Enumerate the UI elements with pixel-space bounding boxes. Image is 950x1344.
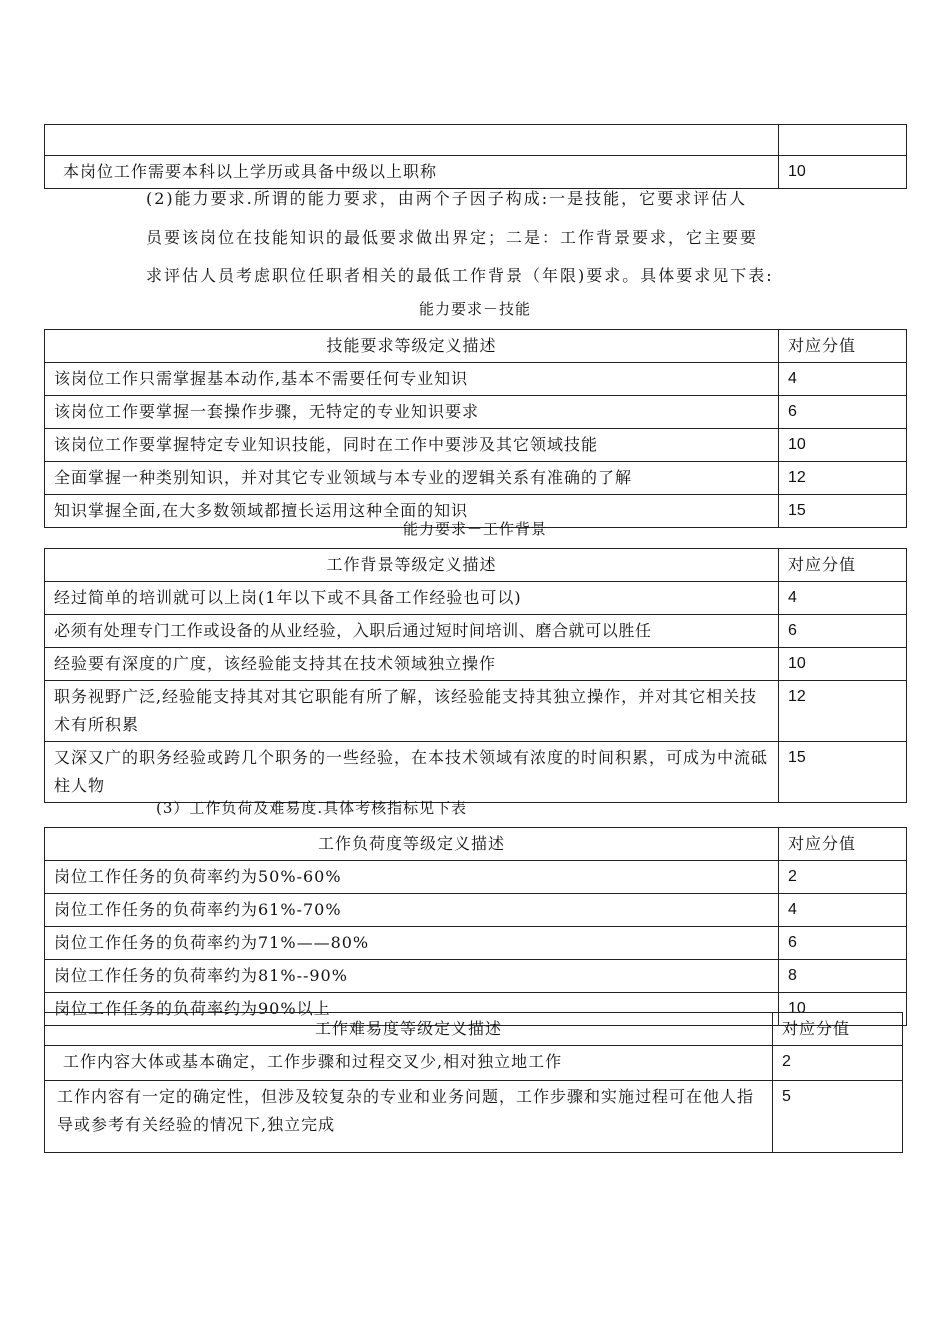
table-cell-desc: 本岗位工作需要本科以上学历或具备中级以上职称 xyxy=(45,156,779,189)
header-desc: 工作负荷度等级定义描述 xyxy=(45,828,779,861)
table-cell-value: 6 xyxy=(779,396,907,429)
table-cell-desc: 岗位工作任务的负荷率约为50%-60% xyxy=(45,861,779,894)
workload-table xyxy=(44,827,907,1026)
table-cell-desc xyxy=(45,125,779,156)
table-cell-value: 2 xyxy=(773,1046,903,1081)
table-cell-value: 10 xyxy=(779,993,907,1026)
table-cell-value: 15 xyxy=(779,742,907,803)
table-cell-desc: 职务视野广泛,经验能支持其对其它职能有所了解，该经验能支持其独立操作，并对其它相关技术有所积累 xyxy=(45,681,779,742)
table-cell-value: 6 xyxy=(779,927,907,960)
table-cell-desc: 经验要有深度的广度，该经验能支持其在技术领域独立操作 xyxy=(45,648,779,681)
table-row xyxy=(45,582,907,615)
table-cell-value: 15 xyxy=(779,495,907,528)
table-row xyxy=(45,861,907,894)
table-cell-desc: 知识掌握全面,在大多数领域都擅长运用这种全面的知识 xyxy=(45,495,779,528)
table-header-row xyxy=(45,1013,903,1046)
table-cell-value: 4 xyxy=(779,894,907,927)
header-desc: 工作难易度等级定义描述 xyxy=(45,1013,773,1046)
table-cell-value: 5 xyxy=(773,1081,903,1153)
table-cell-value: 8 xyxy=(779,960,907,993)
table-header-row xyxy=(45,549,907,582)
difficulty-table xyxy=(44,1012,903,1153)
table-header-row xyxy=(45,828,907,861)
workload-section-heading: (3）工作负荷及难易度.具体考核指标见下表 xyxy=(156,799,468,817)
skill-table-caption: 能力要求－技能 xyxy=(418,300,531,318)
table-row xyxy=(45,462,907,495)
background-table-caption: 能力要求－工作背景 xyxy=(402,520,547,538)
ability-paragraph-line-1: (2)能力要求.所谓的能力要求，由两个子因子构成:一是技能，它要求评估人 xyxy=(146,189,748,208)
table-row xyxy=(45,927,907,960)
table-cell-desc: 该岗位工作要掌握特定专业知识技能，同时在工作中要涉及其它领域技能 xyxy=(45,429,779,462)
table-cell-value: 6 xyxy=(779,615,907,648)
table-row xyxy=(45,156,907,189)
skill-table xyxy=(44,329,907,528)
table-cell-desc: 岗位工作任务的负荷率约为71%——80% xyxy=(45,927,779,960)
table-cell-value: 4 xyxy=(779,582,907,615)
table-cell-value: 12 xyxy=(779,462,907,495)
table-row xyxy=(45,742,907,803)
table-header-row xyxy=(45,330,907,363)
table-cell-desc: 该岗位工作只需掌握基本动作,基本不需要任何专业知识 xyxy=(45,363,779,396)
table-cell-desc: 岗位工作任务的负荷率约为90%以上 xyxy=(45,993,779,1026)
education-table xyxy=(44,124,907,189)
table-row xyxy=(45,1046,903,1081)
header-desc: 工作背景等级定义描述 xyxy=(45,549,779,582)
table-cell-value: 12 xyxy=(779,681,907,742)
table-cell-value: 10 xyxy=(779,156,907,189)
table-row xyxy=(45,363,907,396)
ability-paragraph-line-2: 员要该岗位在技能知识的最低要求做出界定；二是：工作背景要求，它主要要 xyxy=(146,228,759,247)
table-row xyxy=(45,615,907,648)
table-cell-desc: 必须有处理专门工作或设备的从业经验，入职后通过短时间培训、磨合就可以胜任 xyxy=(45,615,779,648)
table-cell-desc: 工作内容有一定的确定性，但涉及较复杂的专业和业务问题，工作步骤和实施过程可在他人指导或参考有关经验的情况下,独立完成 xyxy=(45,1081,773,1153)
table-cell-desc: 经过简单的培训就可以上岗(1年以下或不具备工作经验也可以) xyxy=(45,582,779,615)
table-row xyxy=(45,894,907,927)
table-cell-value xyxy=(779,125,907,156)
table-cell-value: 10 xyxy=(779,648,907,681)
table-row xyxy=(45,648,907,681)
table-cell-desc: 工作内容大体或基本确定，工作步骤和过程交叉少,相对独立地工作 xyxy=(45,1046,773,1081)
header-value: 对应分值 xyxy=(779,330,907,363)
table-cell-desc: 该岗位工作要掌握一套操作步骤，无特定的专业知识要求 xyxy=(45,396,779,429)
header-desc: 技能要求等级定义描述 xyxy=(45,330,779,363)
table-row xyxy=(45,1081,903,1153)
header-value: 对应分值 xyxy=(773,1013,903,1046)
table-cell-desc: 岗位工作任务的负荷率约为81%--90% xyxy=(45,960,779,993)
table-cell-value: 4 xyxy=(779,363,907,396)
background-table xyxy=(44,548,907,803)
table-row xyxy=(45,125,907,156)
table-cell-desc: 全面掌握一种类别知识，并对其它专业领域与本专业的逻辑关系有准确的了解 xyxy=(45,462,779,495)
table-row xyxy=(45,396,907,429)
table-row xyxy=(45,960,907,993)
table-cell-value: 2 xyxy=(779,861,907,894)
table-cell-desc: 又深又广的职务经验或跨几个职务的一些经验，在本技术领域有浓度的时间积累，可成为中流砥柱人物 xyxy=(45,742,779,803)
table-row xyxy=(45,429,907,462)
table-cell-desc: 岗位工作任务的负荷率约为61%-70% xyxy=(45,894,779,927)
header-value: 对应分值 xyxy=(779,549,907,582)
ability-paragraph-line-3: 求评估人员考虑职位任职者相关的最低工作背景（年限)要求。具体要求见下表: xyxy=(146,266,774,285)
header-value: 对应分值 xyxy=(779,828,907,861)
table-row xyxy=(45,681,907,742)
table-cell-value: 10 xyxy=(779,429,907,462)
